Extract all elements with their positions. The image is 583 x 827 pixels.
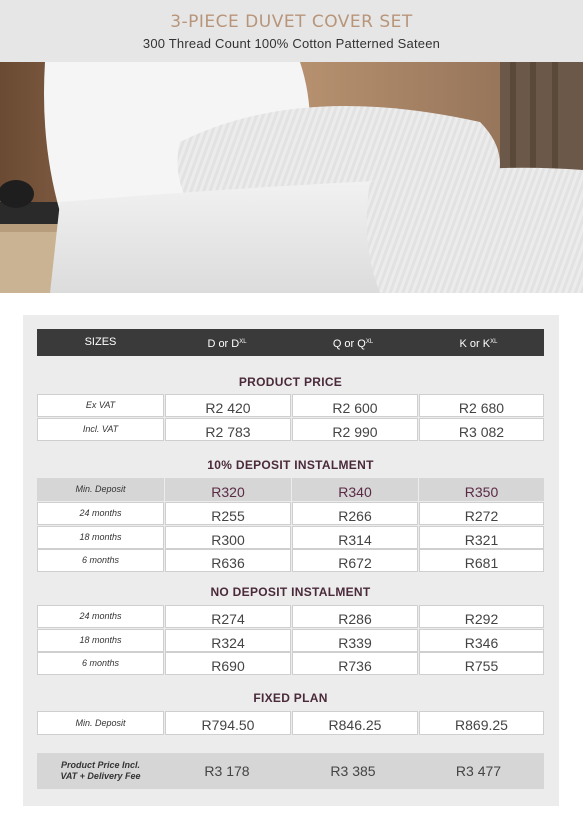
price-cell: R690 xyxy=(165,652,291,675)
product-photo xyxy=(0,62,583,293)
table-row xyxy=(37,605,544,628)
price-cell: R755 xyxy=(419,652,544,675)
section-title-product-price: PRODUCT PRICE xyxy=(238,375,343,389)
price-cell: R255 xyxy=(165,502,291,525)
row-label: Incl. VAT xyxy=(37,418,164,441)
section-title-deposit: 10% DEPOSIT INSTALMENT xyxy=(207,458,374,472)
row-label: 18 months xyxy=(37,526,164,549)
table-header xyxy=(37,329,544,356)
table-row xyxy=(37,526,544,549)
price-cell: R300 xyxy=(165,526,291,549)
price-cell: R2 990 xyxy=(292,418,418,441)
price-cell: R681 xyxy=(419,549,544,572)
row-label: Ex VAT xyxy=(37,394,164,417)
header-sizes: SIZES xyxy=(84,336,117,348)
price-cell: R266 xyxy=(292,502,418,525)
row-label: 24 months xyxy=(37,605,164,628)
page-subtitle: 300 Thread Count 100% Cotton Patterned Sateen xyxy=(142,36,441,51)
table-row xyxy=(37,652,544,675)
price-cell: R292 xyxy=(419,605,544,628)
page-title: 3-PIECE DUVET COVER SET xyxy=(170,12,413,32)
price-cell: R339 xyxy=(292,629,418,652)
table-row xyxy=(37,629,544,652)
price-cell: R346 xyxy=(419,629,544,652)
price-cell: R340 xyxy=(292,478,418,501)
table-row xyxy=(37,478,544,501)
table-row xyxy=(37,394,544,417)
total-price-cell: R3 477 xyxy=(455,763,502,779)
price-cell: R672 xyxy=(292,549,418,572)
price-cell: R350 xyxy=(419,478,544,501)
price-cell: R2 680 xyxy=(419,394,544,417)
total-label xyxy=(37,753,164,789)
price-cell: R274 xyxy=(165,605,291,628)
price-cell: R324 xyxy=(165,629,291,652)
price-cell: R736 xyxy=(292,652,418,675)
total-price-cell: R3 178 xyxy=(204,763,250,779)
price-cell: R286 xyxy=(292,605,418,628)
table-row xyxy=(37,502,544,525)
price-cell: R3 082 xyxy=(419,418,544,441)
row-label: 6 months xyxy=(37,549,164,572)
section-title-fixed-plan: FIXED PLAN xyxy=(253,691,328,705)
row-label: 6 months xyxy=(37,652,164,675)
total-label-line2: VAT + Delivery Fee xyxy=(60,771,141,781)
table-row xyxy=(37,418,544,441)
row-label: Min. Deposit xyxy=(37,711,164,735)
price-cell: R2 600 xyxy=(292,394,418,417)
header-queen: Q or $Q^{XL}$ xyxy=(332,338,374,350)
total-row xyxy=(37,753,544,789)
price-cell: R869.25 xyxy=(419,711,544,735)
table-row xyxy=(37,549,544,572)
total-price-cell: R3 385 xyxy=(330,763,376,779)
total-label-line1: Product Price Incl. xyxy=(60,760,141,770)
price-cell: R846.25 xyxy=(292,711,418,735)
row-label: 18 months xyxy=(37,629,164,652)
row-label: Min. Deposit xyxy=(37,478,164,501)
section-title-no-deposit: NO DEPOSIT INSTALMENT xyxy=(210,585,371,599)
table-row xyxy=(37,711,544,735)
header-double: D or $D^{XL}$ xyxy=(207,338,247,350)
price-cell: R794.50 xyxy=(165,711,291,735)
price-cell: R2 420 xyxy=(165,394,291,417)
price-cell: R320 xyxy=(165,478,291,501)
price-cell: R272 xyxy=(419,502,544,525)
price-cell: R314 xyxy=(292,526,418,549)
price-cell: R636 xyxy=(165,549,291,572)
header-king: K or $K^{XL}$ xyxy=(459,338,498,350)
price-cell: R321 xyxy=(419,526,544,549)
price-cell: R2 783 xyxy=(165,418,291,441)
row-label: 24 months xyxy=(37,502,164,525)
page-header xyxy=(0,0,583,62)
